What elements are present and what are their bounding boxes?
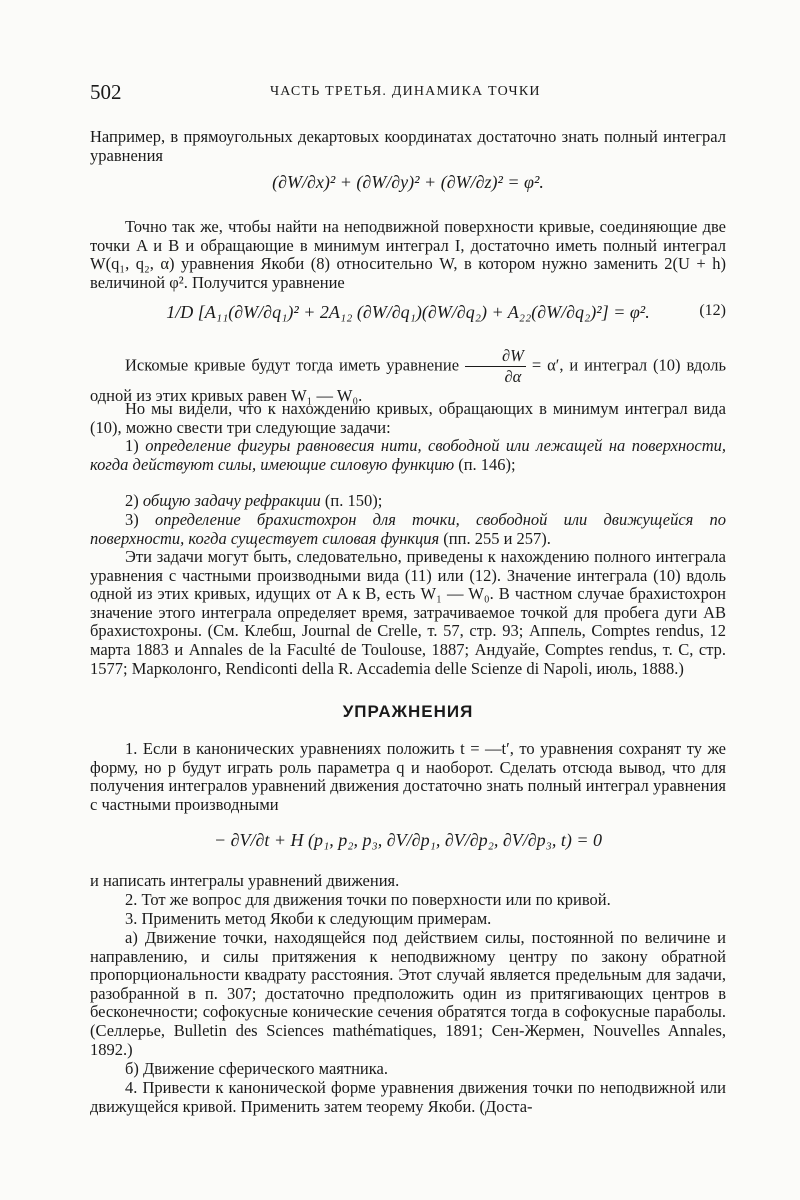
formula-hamilton-jacobi: − ∂V/∂t + H (p₁, p₂, p₃, ∂V/∂p₁, ∂V/∂p₂, ∂V/∂p₃, t) = 0 xyxy=(213,830,603,850)
paragraph-references: Эти задачи могут быть, следовательно, приведены к нахождению полного интеграла уравнения с частными производными вида (11) или (12). Значение интеграла (10) вдоль одной из этих кривых, идущих от A к B, есть W₁ — W₀. В частном случае брахистохрон значение этого интеграла определяет время, затрачиваемое точкой для пробега дуги AB брахистохроны. (См. Клебш, Journal de Crelle, т. 57, стр. 93; Аппель, Comptes rendus, 12 марта 1883 и Annales de la Faculté de Toulouse, 1887; Андуайе, Comptes rendus, т. С, стр. 1577; Марколонго, Rendiconti della R. Accademia delle Scienze di Napoli, июль, 1888.) xyxy=(90,547,726,678)
list-item-3-ref: (пп. 255 и 257). xyxy=(443,528,551,548)
running-title: ЧАСТЬ ТРЕТЬЯ. ДИНАМИКА ТОЧКИ xyxy=(270,84,541,99)
exercise-4: 4. Привести к канонической форме уравнения движения точки по неподвижной или движущейся кривой. Применить затем теорему Якоби. (Доста- xyxy=(90,1078,726,1116)
list-item-3 xyxy=(90,511,726,548)
exercise-1-tail: и написать интегралы уравнений движения. xyxy=(90,871,400,890)
formula-12 xyxy=(90,302,726,323)
list-item-1-text: определение фигуры равновесия нити, свободной или лежащей на поверхности, когда действуют силы, имеющие силовую функцию xyxy=(90,436,727,474)
list-item-1-number: 1) xyxy=(125,436,139,455)
page-number: 502 xyxy=(90,80,122,104)
formula-12-body: 1/D [A₁₁(∂W/∂q₁)² + 2A₁₂ (∂W/∂q₁)(∂W/∂q₂) + A₂₂(∂W/∂q₂)²] = φ². xyxy=(166,302,650,322)
list-item-1 xyxy=(90,437,726,474)
exercise-3: 3. Применить метод Якоби к следующим примерам. xyxy=(125,909,492,928)
list-item-2 xyxy=(90,492,726,511)
fraction-dW-dalpha xyxy=(465,346,526,387)
paragraph-intro: Например, в прямоугольных декартовых координатах достаточно знать полный интеграл уравнения xyxy=(90,127,726,165)
formula-eikonal: (∂W/∂x)² + (∂W/∂y)² + (∂W/∂z)² = φ². xyxy=(272,172,544,192)
list-item-2-text: общую задачу рефракции xyxy=(142,491,321,510)
text-integral-value: = α′, и интеграл (10) вдоль одной из этих кривых равен W₁ — W₀. xyxy=(90,355,727,405)
equation-number: (12) xyxy=(699,302,726,319)
list-item-1-ref: (п. 146); xyxy=(458,454,516,474)
paragraph-required-curves xyxy=(90,346,726,406)
section-heading-exercises: УПРАЖНЕНИЯ xyxy=(342,702,474,721)
exercise-3b: б) Движение сферического маятника. xyxy=(125,1059,388,1078)
exercise-1: 1. Если в канонических уравнениях положить t = —t′, то уравнения сохранят ту же форму, но p будут играть роль параметра q и наоборот. Сделать отсюда вывод, что для получения интегралов уравнений движения достаточно знать полный интеграл уравнения с частными производными xyxy=(90,739,726,814)
fraction-numerator: ∂W xyxy=(465,346,526,367)
list-item-3-text: определение брахистохрон для точки, свободной или движущейся по поверхности, когда существует силовая функция xyxy=(90,510,726,548)
text-required-curves: Искомые кривые будут тогда иметь уравнение xyxy=(125,355,460,375)
paragraph-three-problems: Но мы видели, что к нахождению кривых, обращающих в минимум интеграл вида (10), можно свести три следующие задачи: xyxy=(90,399,726,437)
list-item-2-number: 2) xyxy=(125,491,139,510)
list-item-2-ref: (п. 150); xyxy=(324,491,383,510)
fraction-denominator: ∂α xyxy=(504,367,522,386)
exercise-3a: а) Движение точки, находящейся под действием силы, постоянной по величине и направлению, и силы притяжения к неподвижному центру по закону обратной пропорциональности квадрату расстояния. Этот случай является предельным для задачи, разобранной в п. 307; достаточно предположить один из притягивающих центров в бесконечности; софокусные конические сечения обратятся тогда в софокусные параболы. (Селлерье, Bulletin des Sciences mathématiques, 1891; Сен-Жермен, Nouvelles Annales, 1892.) xyxy=(90,928,726,1059)
paragraph-curves: Точно так же, чтобы найти на неподвижной поверхности кривые, соединяющие две точки A и B и обращающие в минимум интеграл I, достаточно иметь полный интеграл W(q₁, q₂, α) уравнения Якоби (8) относительно W, в котором нужно заменить 2(U + h) величиной φ². Получится уравнение xyxy=(90,217,726,292)
exercise-2: 2. Тот же вопрос для движения точки по поверхности или по кривой. xyxy=(125,890,611,909)
page-header xyxy=(90,80,730,110)
list-item-3-number: 3) xyxy=(125,510,139,529)
